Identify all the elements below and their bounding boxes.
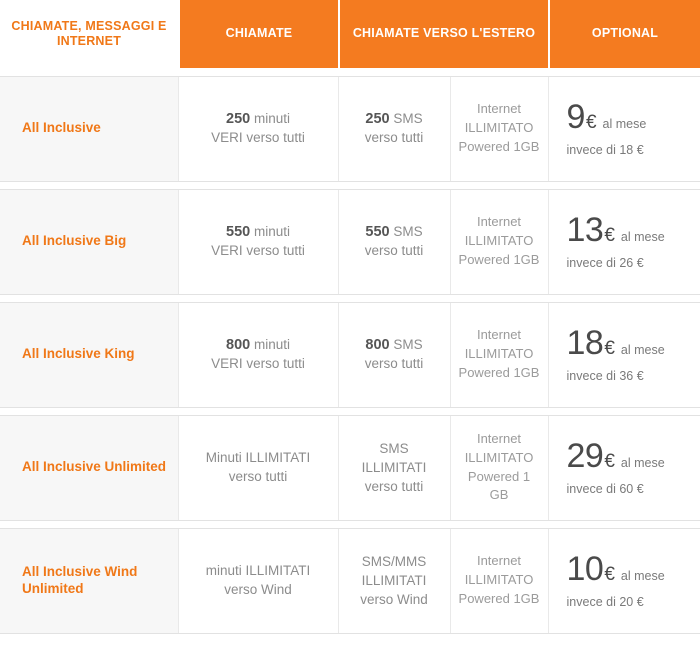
internet-cell [450,415,548,520]
calls-cell [178,76,338,181]
price-amount: 18 [566,324,604,362]
calls-value [179,416,338,520]
calls-unit: Minuti ILLIMITATI [205,450,311,466]
sms-cell [338,528,450,633]
price-period: al mese [620,569,665,583]
calls-detail: verso Wind [224,582,292,598]
price-old: invece di 60 € [566,482,644,496]
sms-detail: verso tutti [364,478,424,494]
row-spacer [0,68,700,76]
header-label-optional: OPTIONAL [548,0,700,68]
sms-unit: SMS ILLIMITATI [361,440,427,475]
internet-cell [450,76,548,181]
plan-name: All Inclusive [0,77,178,181]
table-row[interactable] [0,302,700,407]
price-currency: € [604,451,615,472]
sms-detail: verso tutti [364,243,424,259]
calls-value [179,529,338,633]
row-spacer [0,520,700,528]
internet-value [451,77,548,181]
internet-cell [450,528,548,633]
price-amount: 29 [566,437,604,475]
price-cell [548,528,700,633]
price-block [549,416,700,520]
header-cell-optional [548,0,700,68]
internet-cell [450,302,548,407]
price-old: invece di 36 € [566,369,644,383]
header-label-international: CHIAMATE VERSO L'ESTERO [338,0,548,68]
sms-value [339,303,450,407]
price-old: invece di 20 € [566,595,644,609]
calls-amount: 250 [226,111,251,128]
sms-amount: 800 [365,337,390,354]
calls-cell [178,189,338,294]
price-block [549,190,700,294]
row-spacer [0,407,700,415]
internet-line-2: ILLIMITATO [464,120,534,136]
internet-line-2: ILLIMITATO [464,572,534,588]
internet-line-1: Internet [476,214,522,230]
price-period: al mese [602,117,647,131]
internet-line-3: Powered 1GB [458,364,540,380]
price-period: al mese [620,343,665,357]
sms-amount: 250 [365,111,390,128]
plan-cell [0,415,178,520]
table-row[interactable] [0,189,700,294]
sms-unit: SMS [389,224,423,240]
internet-line-2: ILLIMITATO [464,346,534,362]
price-block [549,529,700,633]
internet-line-1: Internet [476,430,522,446]
internet-line-1: Internet [476,327,522,343]
calls-detail: VERI verso tutti [211,130,305,146]
calls-unit: minuti ILLIMITATI [205,563,311,579]
calls-value [179,190,338,294]
price-cell [548,302,700,407]
internet-line-3: Powered 1GB [458,138,540,154]
sms-amount: 550 [365,224,390,241]
calls-detail: VERI verso tutti [211,356,305,372]
sms-cell [338,415,450,520]
sms-value [339,529,450,633]
sms-cell [338,302,450,407]
calls-unit: minuti [250,224,290,240]
calls-value [179,77,338,181]
price-currency: € [604,338,615,359]
price-cell [548,189,700,294]
table-row[interactable] [0,76,700,181]
calls-value [179,303,338,407]
plan-cell [0,189,178,294]
sms-unit: SMS [389,111,423,127]
internet-line-2: ILLIMITATO [464,233,534,249]
sms-unit: SMS [389,337,423,353]
plan-name: All Inclusive King [0,303,178,407]
internet-line-1: Internet [476,553,522,569]
price-period: al mese [620,456,665,470]
header-cell-calls [178,0,338,68]
sms-unit: SMS/MMS ILLIMITATI [361,553,427,588]
internet-value [451,529,548,633]
price-block [549,303,700,407]
table-row[interactable] [0,528,700,633]
price-currency: € [604,564,615,585]
internet-cell [450,189,548,294]
internet-line-3: Powered 1 GB [467,468,531,503]
calls-cell [178,415,338,520]
calls-amount: 800 [226,337,251,354]
calls-amount: 550 [226,224,251,241]
plan-name: All Inclusive Wind Unlimited [0,529,178,633]
sms-detail: verso tutti [364,356,424,372]
price-old: invece di 18 € [566,143,644,157]
row-spacer [0,181,700,189]
plan-cell [0,76,178,181]
price-currency: € [604,225,615,246]
sms-value [339,190,450,294]
internet-line-1: Internet [476,101,522,117]
header-label-calls: CHIAMATE [178,0,338,68]
plan-cell [0,302,178,407]
price-cell [548,76,700,181]
price-old: invece di 26 € [566,256,644,270]
internet-value [451,416,548,520]
calls-cell [178,528,338,633]
price-amount: 13 [566,211,604,249]
internet-line-3: Powered 1GB [458,251,540,267]
price-period: al mese [620,230,665,244]
price-block [549,77,700,181]
internet-value [451,190,548,294]
sms-value [339,416,450,520]
plan-name: All Inclusive Big [0,190,178,294]
table-body [0,68,700,633]
price-cell [548,415,700,520]
sms-cell [338,76,450,181]
plan-cell [0,528,178,633]
plan-name: All Inclusive Unlimited [0,416,178,520]
header-label-plans: CHIAMATE, MESSAGGI E INTERNET [0,0,178,68]
sms-detail: verso Wind [360,591,428,607]
price-currency: € [585,112,597,133]
calls-unit: minuti [250,337,290,353]
calls-unit: minuti [250,111,290,127]
table-row[interactable] [0,415,700,520]
sms-cell [338,189,450,294]
row-spacer [0,294,700,302]
price-amount: 10 [566,550,604,588]
calls-detail: VERI verso tutti [211,243,305,259]
internet-value [451,303,548,407]
internet-line-2: ILLIMITATO [464,449,534,465]
calls-cell [178,302,338,407]
sms-detail: verso tutti [364,130,424,146]
price-amount: 9 [566,98,585,136]
header-cell-international [338,0,548,68]
internet-line-3: Powered 1GB [458,590,540,606]
header-cell-plans [0,0,178,68]
calls-detail: verso tutti [228,469,288,485]
sms-value [339,77,450,181]
table-header [0,0,700,68]
